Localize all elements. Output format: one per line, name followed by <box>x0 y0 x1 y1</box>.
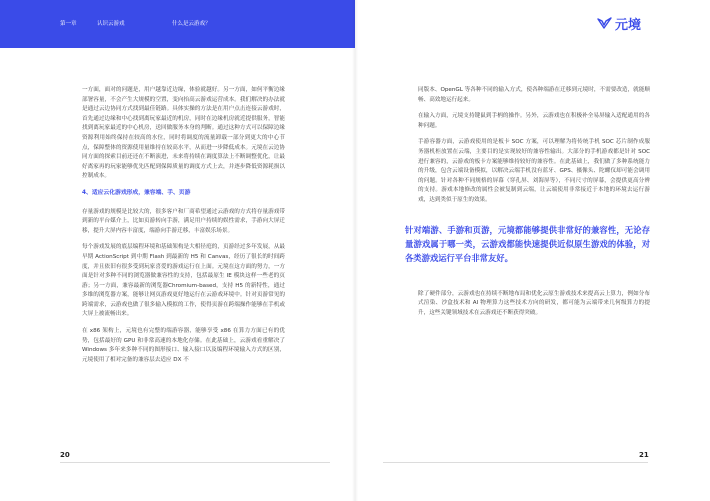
paragraph: 存量游戏的规模是比较大的，很多客户和厂商希望通过云游戏的方式将存量游戏带到新的平台媒介上，比如页游转向手游，满足用户持续的娱性需求，手游向大屏迁移，提升大屏内容丰富度，端游向手游迁移，丰富娱乐场景。 <box>82 208 285 234</box>
paragraph: 一方面，面对的问题是，用户越靠近边缘，体验就越好。另一方面，如何平衡边缘部署容量，不会产生大规模的空置，变向抬高云游戏运营成本。我们解决的办法就是通过云边协同方式找到最佳链路。具体实操的方法是在用户点击连接云游戏时，首先通过边缘和中心找到离玩家最近的机房，同时在边缘机房就近提供服务，智能找到离玩家最近的中心机房，送回做服务本身的判断。通过这种方式可以保障边缘资源利用始终保持在较高的水位，同时将调度的流量卸载一部分到更大的中心节点，保障整体的资源使用量维持在较高水平，从而进一步降低成本。元境在云边协同方面的探索目前还还在不断演进，未来将持续在调度算法上不断调整优化，让最好离家再的玩家能够优先匹配到保障质量的调度方式上去，并逐步降低资源耗损以控制成本。 <box>82 87 285 180</box>
paragraph: 在输入方面，元境支持键鼠到手柄的操作。另外，云游戏也在积极补全易屏输入适配通用的各种问题。 <box>418 113 650 129</box>
paragraph: 除了硬件部分，云游戏也在持续不断地布局和优化云原生游戏技术来提高云上算力，例如分布式渲染、沙盒技术和 AI 物理算力这些技术方向的研发，都可能为云端带来几何级算力的提升，这些关键领域技术在云游戏还不断获得突破。 <box>418 290 650 316</box>
chapter-title: 认识云游戏 <box>97 21 125 27</box>
origami-bird-icon <box>597 17 612 30</box>
paragraph: 在 x86 架构上，元境也有完整的端游容器，能够享受 x86 在算力方面已有的优势，包括最好的 GPU 和非常高速的本地化存储。在此基础上，云游戏看重解决了 Windows 多年来多种不同的图形接口、输入接口以及编程环境输入方式的区别，元境使用了相对完备的兼容层去适应 DX 不 <box>82 328 285 363</box>
chapter-number: 第一章 <box>60 21 77 27</box>
paragraph: 每个游戏发展的底层编程环境和基础架构是大相径庭的，页游经过多年发展，从最早期 ActionScript 到中期 Flash 到最新的 H5 和 Canvas，经历了很长的时间跨度，并且依旧有很多受到玩家喜爱的游戏运行在上面。元境在这方面的努力，一方面是针对多种不同的浏览器做兼容性的支持，包括最原生 IE 模块这样一些老的页游；另一方面，兼容最新的浏览器Chromium-based，支持 H5 的新特性，通过多维的浏览器方案，能够让网页游戏更好地运行在云游戏环境中。针对页游常见的跨端需求，云游戏也做了很多输入模拟的工作，使得页游在跨端操作能够在手机或大屏上被流畅出来。 <box>82 244 285 318</box>
brand-logo <box>597 14 641 33</box>
sub-heading: 4、适应云化游戏形成，兼容端、手、页游 <box>82 189 191 196</box>
section-title: 什么是云游戏？ <box>172 21 211 27</box>
page-number-left: 20 <box>60 451 70 459</box>
brand-name: 元境 <box>615 18 642 33</box>
pull-quote: 针对端游、手游和页游，元境都能够提供非常好的兼容性，无论存量游戏属于哪一类，云游戏都能快速提供近似原生游戏的体验，对各类游戏运行平台非常友好。 <box>405 224 650 263</box>
footer-rule <box>383 462 648 463</box>
page-number-right: 21 <box>639 451 649 459</box>
right-body-text <box>405 86 650 325</box>
paragraph: 手游容器方面，云游戏使用的是板卡 SOC 方案，可以理解为将传统手机 SOC 芯片制作成服务器机柜放置在云端，主要目的是实现较好的兼容性输出。大部分的手机游戏都是针对 SOC 进行兼容的，云游戏的板卡方案能够维持较好的兼容性。在此基础上，我们做了多种系统能力的升级，包含云端设备模拟，以解决云端手机没有蓝牙、GPS、摄像头、陀螺仪却可能会调用的问题。针对各种不同规格的屏幕（穿孔屏、刘海屏等），不同尺寸的屏幕，会提供更高分辨的支持。游戏本地修改的属性会被复制到云端，让云端使用非常接近于本地的环境去运行游戏，达到类似于原生的效果。 <box>418 139 650 203</box>
left-body-text <box>82 86 285 372</box>
page-gutter <box>352 0 358 501</box>
footer-rule <box>60 462 330 463</box>
paragraph: 同版本、OpenGL 等各种不同的输入方式，使各种端游在迁移到元境时，不需要改造，就能顺畅、高效地运行起来。 <box>418 87 650 103</box>
